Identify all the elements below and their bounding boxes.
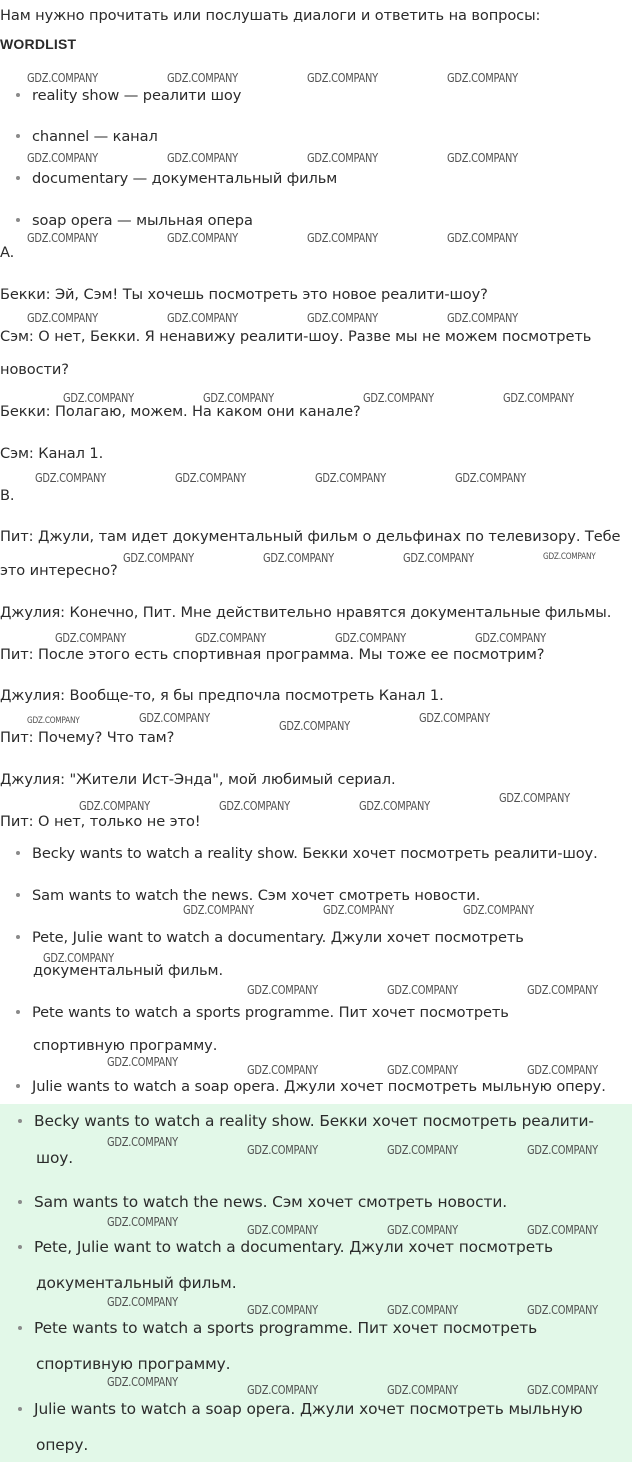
answer-item-continuation: спортивную программу.	[33, 1037, 218, 1054]
bullet-icon	[16, 176, 20, 180]
wordlist-item: soap opera — мыльная опера	[16, 211, 253, 231]
watermark-text: GDZ.COMPANY	[63, 391, 134, 405]
watermark-text: GDZ.COMPANY	[403, 551, 474, 565]
watermark-text: GDZ.COMPANY	[27, 151, 98, 165]
answer-item-continuation: документальный фильм.	[36, 1274, 237, 1292]
watermark-text: GDZ.COMPANY	[503, 391, 574, 405]
watermark-text: GDZ.COMPANY	[247, 1303, 318, 1317]
watermark-text: GDZ.COMPANY	[527, 1303, 598, 1317]
dialogue-a-label: A.	[0, 244, 15, 261]
watermark-text: GDZ.COMPANY	[455, 471, 526, 485]
watermark-text: GDZ.COMPANY	[387, 1063, 458, 1077]
watermark-text: GDZ.COMPANY	[43, 951, 114, 965]
answer-item: Sam wants to watch the news. Сэм хочет смотреть новости.	[16, 886, 480, 906]
watermark-text: GDZ.COMPANY	[107, 1375, 178, 1389]
dialogue-line: Джулия: "Жители Ист-Энда", мой любимый сериал.	[0, 771, 396, 788]
watermark-text: GDZ.COMPANY	[247, 1143, 318, 1157]
wordlist-item: documentary — документальный фильм	[16, 169, 337, 189]
watermark-text: GDZ.COMPANY	[247, 1383, 318, 1397]
watermark-text: GDZ.COMPANY	[527, 1063, 598, 1077]
watermark-text: GDZ.COMPANY	[527, 1383, 598, 1397]
watermark-text: GDZ.COMPANY	[543, 552, 596, 562]
watermark-text: GDZ.COMPANY	[307, 311, 378, 325]
dialogue-line: Пит: Джули, там идет документальный фильм о дельфинах по телевизору. Тебе	[0, 528, 621, 545]
wordlist-heading: WORDLIST	[0, 36, 77, 52]
watermark-text: GDZ.COMPANY	[27, 311, 98, 325]
watermark-text: GDZ.COMPANY	[387, 983, 458, 997]
watermark-text: GDZ.COMPANY	[27, 716, 80, 726]
dialogue-line: новости?	[0, 361, 69, 378]
watermark-text: GDZ.COMPANY	[307, 71, 378, 85]
watermark-text: GDZ.COMPANY	[107, 1215, 178, 1229]
dialogue-line: это интересно?	[0, 562, 118, 579]
bullet-icon	[16, 935, 20, 939]
dialogue-line: Пит: О нет, только не это!	[0, 813, 201, 830]
watermark-text: GDZ.COMPANY	[139, 711, 210, 725]
dialogue-line: Пит: После этого есть спортивная программа. Мы тоже ее посмотрим?	[0, 646, 545, 663]
bullet-icon	[16, 218, 20, 222]
answer-item: Pete, Julie want to watch a documentary. Джули хочет посмотреть	[18, 1237, 553, 1257]
answer-item-continuation: оперу.	[36, 1436, 89, 1454]
watermark-text: GDZ.COMPANY	[167, 71, 238, 85]
answer-item: Pete wants to watch a sports programme. Пит хочет посмотреть	[16, 1003, 509, 1023]
bullet-icon	[16, 93, 20, 97]
watermark-text: GDZ.COMPANY	[419, 711, 490, 725]
watermark-text: GDZ.COMPANY	[27, 71, 98, 85]
watermark-text: GDZ.COMPANY	[79, 799, 150, 813]
watermark-text: GDZ.COMPANY	[307, 231, 378, 245]
watermark-text: GDZ.COMPANY	[107, 1055, 178, 1069]
watermark-text: GDZ.COMPANY	[359, 799, 430, 813]
watermark-text: GDZ.COMPANY	[247, 1223, 318, 1237]
bullet-icon	[16, 1010, 20, 1014]
watermark-text: GDZ.COMPANY	[387, 1303, 458, 1317]
watermark-text: GDZ.COMPANY	[527, 1143, 598, 1157]
answer-item-continuation: документальный фильм.	[33, 962, 223, 979]
bullet-icon	[16, 851, 20, 855]
answer-item: Becky wants to watch a reality show. Бекки хочет посмотреть реалити-	[18, 1111, 594, 1131]
dialogue-line: Джулия: Конечно, Пит. Мне действительно нравятся документальные фильмы.	[0, 604, 612, 621]
watermark-text: GDZ.COMPANY	[219, 799, 290, 813]
dialogue-line: Сэм: О нет, Бекки. Я ненавижу реалити-шоу. Разве мы не можем посмотреть	[0, 328, 592, 345]
answer-item: Becky wants to watch a reality show. Бекки хочет посмотреть реалити-шоу.	[16, 844, 598, 864]
watermark-text: GDZ.COMPANY	[263, 551, 334, 565]
intro-text: Нам нужно прочитать или послушать диалоги и ответить на вопросы:	[0, 7, 541, 24]
wordlist-item: reality show — реалити шоу	[16, 86, 241, 106]
watermark-text: GDZ.COMPANY	[167, 311, 238, 325]
bullet-icon	[18, 1407, 22, 1411]
watermark-text: GDZ.COMPANY	[167, 151, 238, 165]
watermark-text: GDZ.COMPANY	[447, 71, 518, 85]
watermark-text: GDZ.COMPANY	[387, 1143, 458, 1157]
bullet-icon	[18, 1326, 22, 1330]
watermark-text: GDZ.COMPANY	[279, 719, 350, 733]
answer-item-continuation: спортивную программу.	[36, 1355, 231, 1373]
watermark-text: GDZ.COMPANY	[203, 391, 274, 405]
watermark-text: GDZ.COMPANY	[175, 471, 246, 485]
watermark-text: GDZ.COMPANY	[447, 311, 518, 325]
dialogue-line: Пит: Почему? Что там?	[0, 729, 175, 746]
answer-item: Pete wants to watch a sports programme. Пит хочет посмотреть	[18, 1318, 537, 1338]
watermark-text: GDZ.COMPANY	[35, 471, 106, 485]
bullet-icon	[18, 1119, 22, 1123]
watermark-text: GDZ.COMPANY	[463, 903, 534, 917]
watermark-text: GDZ.COMPANY	[107, 1135, 178, 1149]
answer-item: Julie wants to watch a soap opera. Джули хочет посмотреть мыльную оперу.	[16, 1077, 606, 1097]
dialogue-b-label: B.	[0, 487, 15, 504]
watermark-text: GDZ.COMPANY	[183, 903, 254, 917]
bullet-icon	[16, 134, 20, 138]
watermark-text: GDZ.COMPANY	[123, 551, 194, 565]
watermark-text: GDZ.COMPANY	[167, 231, 238, 245]
highlighted-answer-box	[0, 1104, 632, 1462]
watermark-text: GDZ.COMPANY	[307, 151, 378, 165]
watermark-text: GDZ.COMPANY	[195, 631, 266, 645]
bullet-icon	[16, 893, 20, 897]
watermark-text: GDZ.COMPANY	[315, 471, 386, 485]
bullet-icon	[16, 1084, 20, 1088]
answer-item: Julie wants to watch a soap opera. Джули хочет посмотреть мыльную	[18, 1399, 583, 1419]
watermark-text: GDZ.COMPANY	[387, 1383, 458, 1397]
dialogue-line: Бекки: Полагаю, можем. На каком они канале?	[0, 403, 361, 420]
watermark-text: GDZ.COMPANY	[247, 1063, 318, 1077]
watermark-text: GDZ.COMPANY	[27, 231, 98, 245]
dialogue-line: Сэм: Канал 1.	[0, 445, 104, 462]
watermark-text: GDZ.COMPANY	[247, 983, 318, 997]
dialogue-line: Джулия: Вообще-то, я бы предпочла посмотреть Канал 1.	[0, 687, 444, 704]
answer-item: Sam wants to watch the news. Сэм хочет смотреть новости.	[18, 1192, 507, 1212]
watermark-text: GDZ.COMPANY	[475, 631, 546, 645]
wordlist-item: channel — канал	[16, 127, 158, 147]
watermark-text: GDZ.COMPANY	[55, 631, 126, 645]
answer-item: Pete, Julie want to watch a documentary. Джули хочет посмотреть	[16, 928, 524, 948]
watermark-text: GDZ.COMPANY	[447, 231, 518, 245]
watermark-text: GDZ.COMPANY	[447, 151, 518, 165]
bullet-icon	[18, 1200, 22, 1204]
watermark-text: GDZ.COMPANY	[527, 1223, 598, 1237]
watermark-text: GDZ.COMPANY	[323, 903, 394, 917]
watermark-text: GDZ.COMPANY	[335, 631, 406, 645]
bullet-icon	[18, 1245, 22, 1249]
dialogue-line: Бекки: Эй, Сэм! Ты хочешь посмотреть это новое реалити-шоу?	[0, 286, 488, 303]
watermark-text: GDZ.COMPANY	[527, 983, 598, 997]
watermark-text: GDZ.COMPANY	[363, 391, 434, 405]
watermark-text: GDZ.COMPANY	[107, 1295, 178, 1309]
answer-item-continuation: шоу.	[36, 1149, 74, 1167]
watermark-text: GDZ.COMPANY	[387, 1223, 458, 1237]
watermark-text: GDZ.COMPANY	[499, 791, 570, 805]
